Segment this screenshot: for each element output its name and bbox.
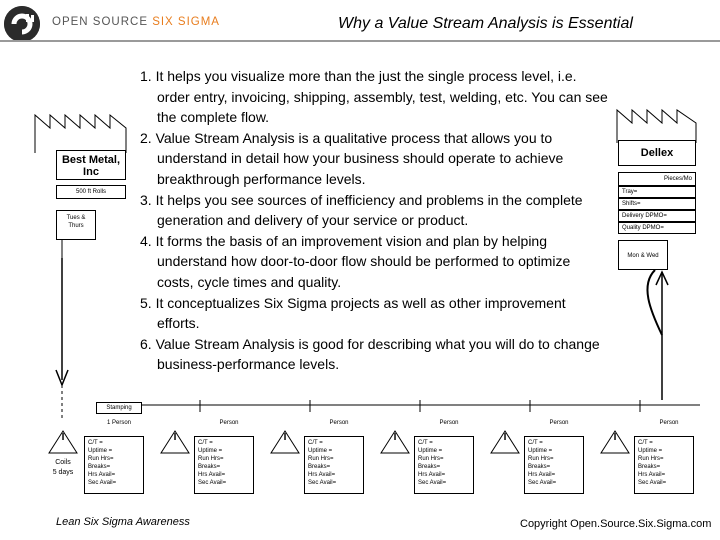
logo-wordmark: OPEN SOURCE SIX SIGMA <box>52 16 220 28</box>
footer-copyright: Copyright Open.Source.Six.Sigma.com <box>520 518 712 530</box>
inventory-symbol: I <box>61 432 65 443</box>
data-line: Run Hrs= <box>88 456 114 462</box>
data-line: Run Hrs= <box>308 456 334 462</box>
data-line: C/T = <box>308 440 323 446</box>
data-line: Hrs Avail= <box>528 472 556 478</box>
data-line: Uptime = <box>638 448 663 454</box>
data-line: Breaks= <box>88 464 111 470</box>
data-line: Sec Avail= <box>638 480 667 486</box>
data-line: Sec Avail= <box>528 480 557 486</box>
data-line: Hrs Avail= <box>88 472 116 478</box>
process-person-label: Person <box>439 420 459 426</box>
data-line: Hrs Avail= <box>198 472 226 478</box>
data-line: Breaks= <box>198 464 221 470</box>
inventory-symbol: I <box>283 432 287 443</box>
slide-title: Why a Value Stream Analysis is Essential <box>338 15 633 32</box>
process-person-label: Person <box>549 420 569 426</box>
data-line: Breaks= <box>528 464 551 470</box>
customer-schedule: Mon & Wed <box>618 240 668 270</box>
process-person-label: Person <box>329 420 349 426</box>
data-line: Sec Avail= <box>308 480 337 486</box>
data-line: Run Hrs= <box>198 456 224 462</box>
customer-delivery-dpmo: Delivery DPMO= <box>618 210 696 222</box>
inventory-symbol: I <box>613 432 617 443</box>
customer-tray: Tray= <box>618 186 696 198</box>
list-item: 1. It helps you visualize more than the just the single process level, i.e. order entry, invoicing, shipping, assembly, test, welding, etc. You can see the complete flow. <box>140 68 608 126</box>
customer-box <box>618 140 696 166</box>
data-line: Run Hrs= <box>638 456 664 462</box>
footer-course-title: Lean Six Sigma Awareness <box>56 516 190 528</box>
data-line: Uptime = <box>418 448 443 454</box>
data-line: C/T = <box>88 440 103 446</box>
process-person-label: Person <box>659 420 679 426</box>
data-line: C/T = <box>418 440 433 446</box>
process-person-label: Person <box>219 420 239 426</box>
data-line: Sec Avail= <box>418 480 447 486</box>
data-line: Uptime = <box>308 448 333 454</box>
inventory-symbol: I <box>503 432 507 443</box>
data-line: Run Hrs= <box>418 456 444 462</box>
process-data-box <box>634 436 694 494</box>
process-person-label: 1 Person <box>106 420 131 426</box>
data-line: Uptime = <box>528 448 553 454</box>
customer-quality-dpmo: Quality DPMO= <box>618 222 696 234</box>
data-line: Hrs Avail= <box>418 472 446 478</box>
data-line: Sec Avail= <box>88 480 117 486</box>
data-line: Run Hrs= <box>528 456 554 462</box>
data-line: Breaks= <box>418 464 441 470</box>
customer-shifts: Shifts= <box>618 198 696 210</box>
supplier-rolls: 500 ft Rolls <box>56 185 126 199</box>
supplier-name: Best Metal, Inc <box>61 154 121 178</box>
data-line: Uptime = <box>88 448 113 454</box>
data-line: C/T = <box>638 440 653 446</box>
process-data-box <box>414 436 474 494</box>
supplier-delivery: Tues & Thurs <box>56 210 96 240</box>
list-item: 4. It forms the basis of an improvement vision and plan by helping understand how door-to-door flow should be performed to optimize costs, cycle times and quality. <box>140 232 571 290</box>
supplier-box <box>56 150 126 180</box>
process-data-box <box>524 436 584 494</box>
coils-label: Coils <box>55 459 71 466</box>
benefits-list <box>140 66 610 375</box>
data-line: Hrs Avail= <box>308 472 336 478</box>
inventory-symbol: I <box>393 432 397 443</box>
data-line: C/T = <box>528 440 543 446</box>
data-line: C/T = <box>198 440 213 446</box>
customer-pieces: Pieces/Mo <box>618 172 696 186</box>
data-line: Breaks= <box>638 464 661 470</box>
data-line: Hrs Avail= <box>638 472 666 478</box>
data-line: Uptime = <box>198 448 223 454</box>
data-line: Sec Avail= <box>198 480 227 486</box>
list-item: 6. Value Stream Analysis is good for describing what you will do to change business-performance levels. <box>140 335 600 373</box>
inventory-symbol: I <box>173 432 177 443</box>
stamping-label: Stamping <box>96 402 142 414</box>
process-data-box <box>194 436 254 494</box>
list-item: 2. Value Stream Analysis is a qualitative process that allows you to understand in detail how your business should operate to achieve breakthrough performance levels. <box>140 129 564 187</box>
list-item: 3. It helps you see sources of inefficiency and problems in the complete generation and delivery of your service or product. <box>140 191 583 229</box>
process-data-box <box>304 436 364 494</box>
data-line: Breaks= <box>308 464 331 470</box>
process-data-box <box>84 436 144 494</box>
list-item: 5. It conceptualizes Six Sigma projects as well as other improvement efforts. <box>140 294 566 332</box>
days-label: 5 days <box>52 469 74 476</box>
customer-name: Dellex <box>640 147 674 159</box>
